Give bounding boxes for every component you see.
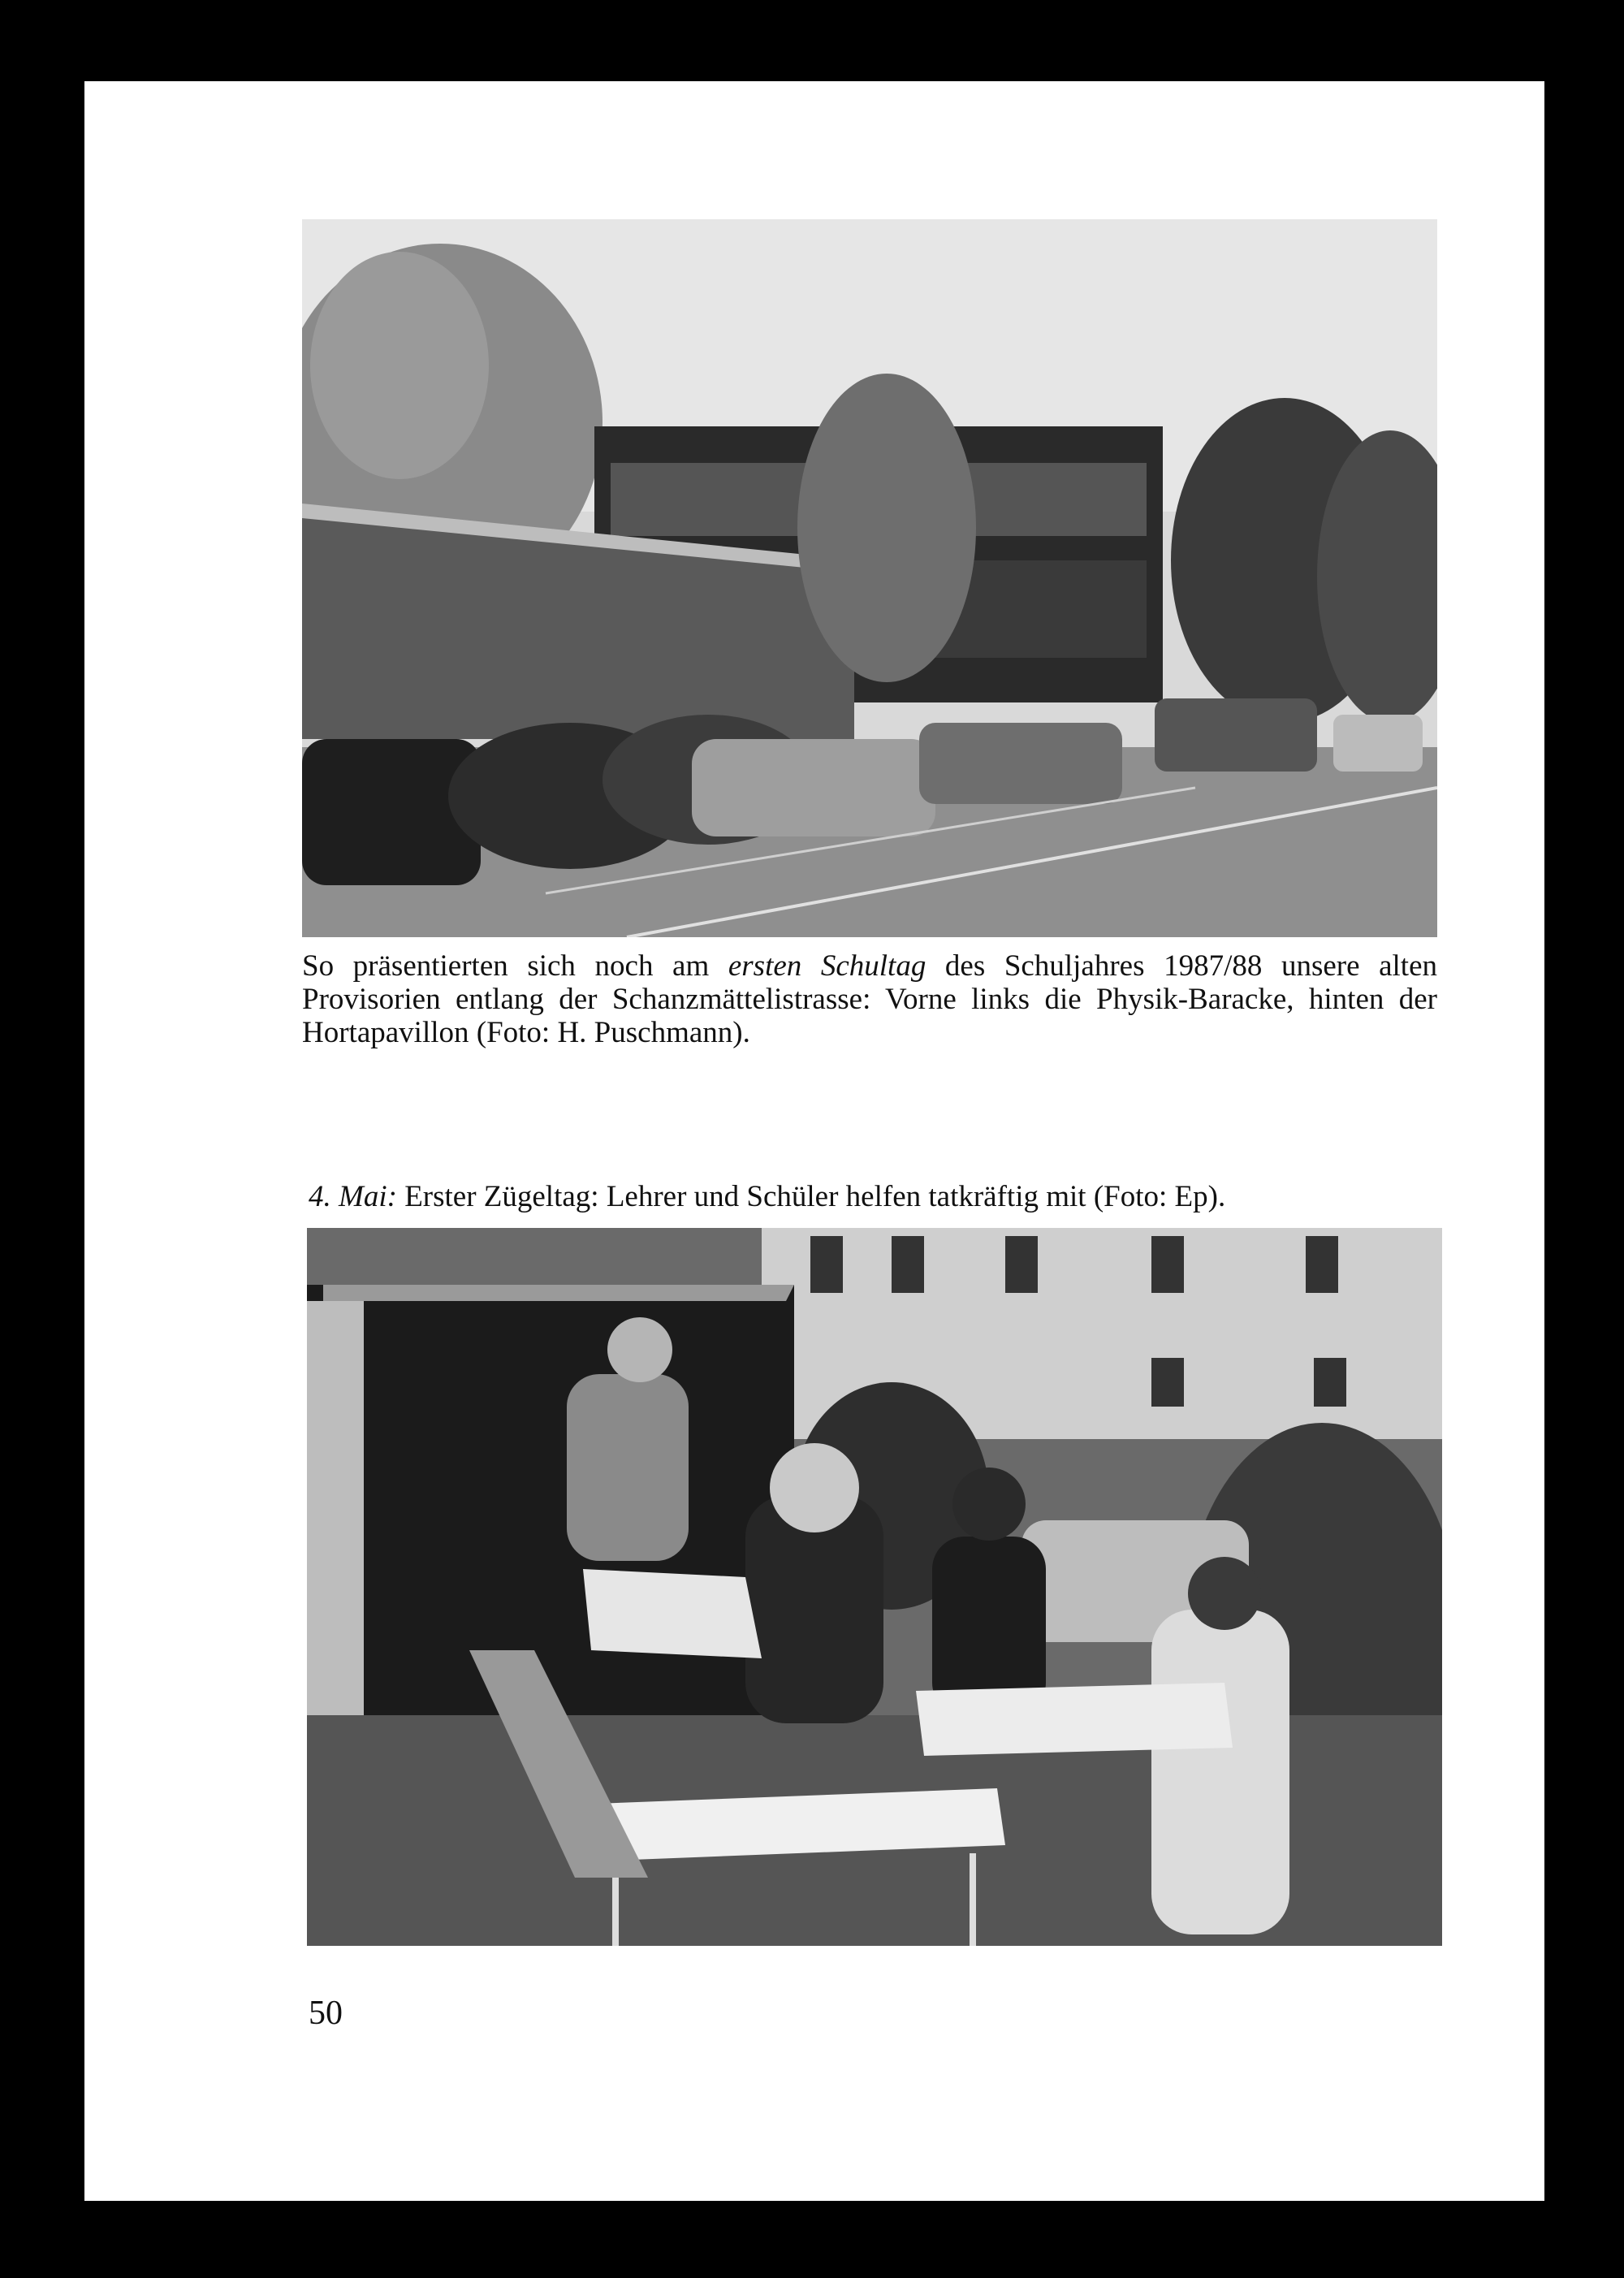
- caption2-text: Erster Zügeltag: Lehrer und Schüler helfen tatkräftig mit (Foto: Ep).: [396, 1180, 1226, 1213]
- photo-school-parking-lot-image: [302, 219, 1437, 937]
- caption-parking-lot: [302, 949, 1437, 1049]
- caption1-part2: des Schuljahres 1987/88 unsere alten Provisorien entlang der Schanzmättelistrasse: Vorne links die Physik-Baracke, hinten der Hortapavillon (Foto: H. Puschmann).: [302, 949, 1438, 1049]
- caption2-italic: 4. Mai:: [309, 1180, 397, 1213]
- photo-school-parking-lot: [302, 219, 1437, 937]
- caption-moving-day: [309, 1180, 1444, 1213]
- page-number: 50: [309, 1995, 343, 2032]
- page: [84, 81, 1544, 2201]
- caption1-italic: ersten Schultag: [728, 949, 926, 983]
- photo-moving-day-image: [307, 1228, 1442, 1946]
- caption1-part1: So präsentierten sich noch am: [302, 949, 728, 983]
- photo-moving-day: [307, 1228, 1442, 1946]
